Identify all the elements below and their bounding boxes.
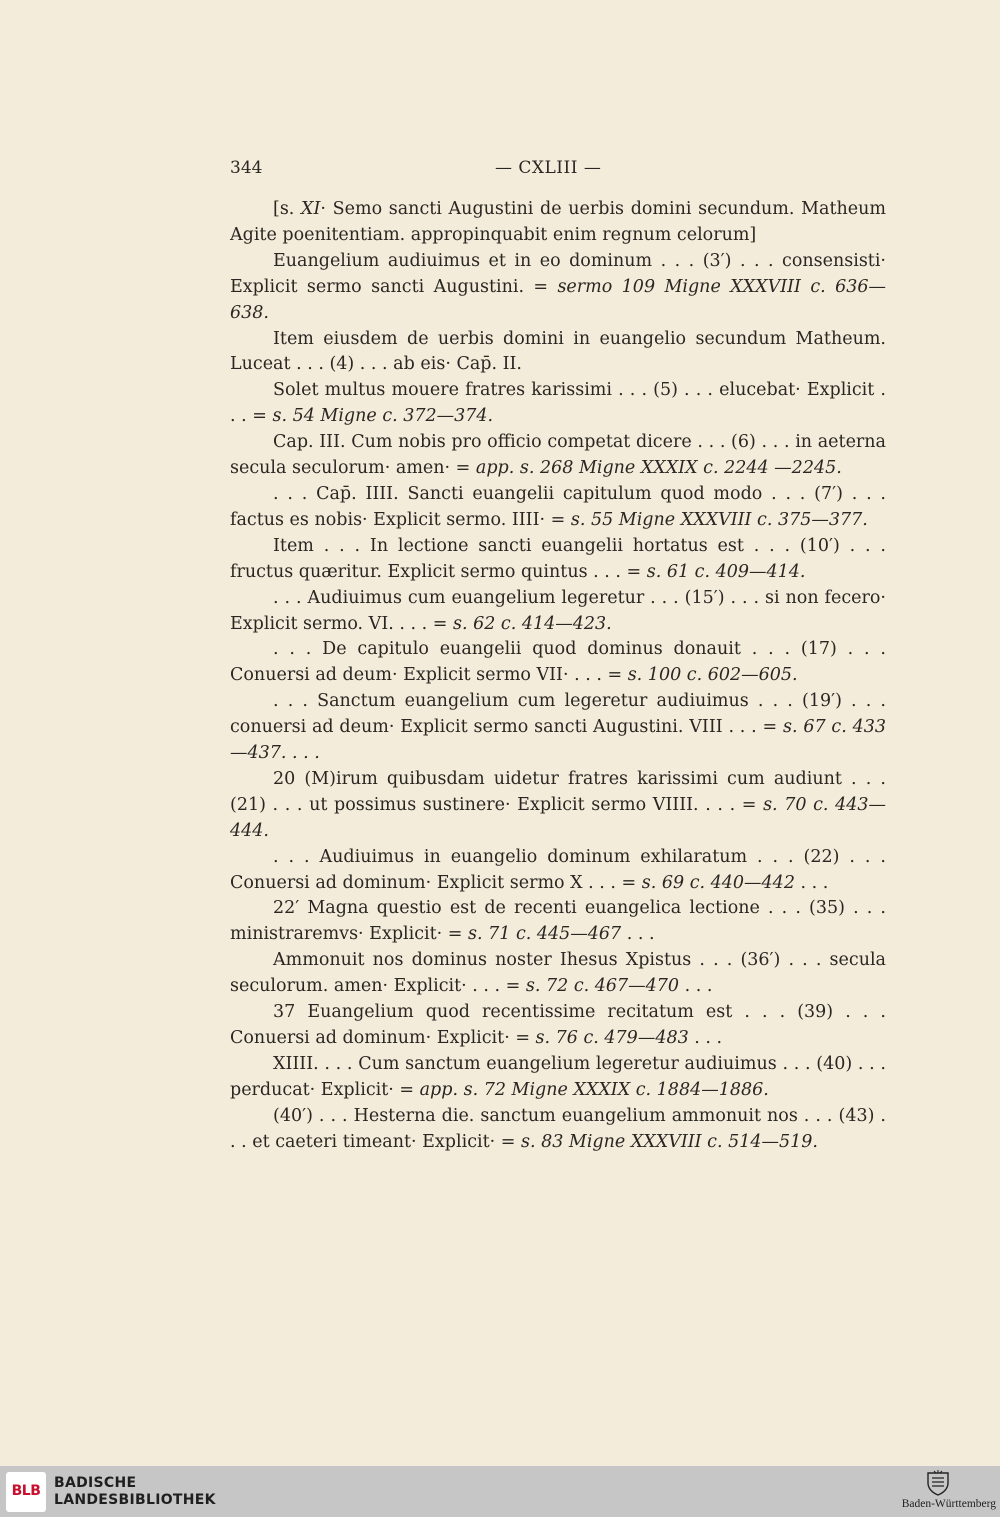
paragraph [230,430,886,482]
paragraph [230,637,886,689]
paragraph [230,378,886,430]
citation-text: sermo 109 Migne XXXVIII c. 636—638. [230,276,886,323]
paragraph-text: . . . De capitulo euangelii quod dominus donauit . . . (17) . . . Conuersi ad deum· Explicit sermo VII· . . . = [230,639,886,686]
paragraph [230,1000,886,1052]
paragraph-text: · Semo sancti Augustini de uerbis domini secundum. Matheum Agite poenitentiam. appropinquabit enim regnum celorum] [230,199,886,245]
paragraph [230,1052,886,1104]
paragraph-text: . . . Cap̄. IIII. Sancti euangelii capitulum quod modo . . . (7′) . . . factus es nobis· Explicit sermo. IIII· = [230,483,886,530]
citation-text: s. 83 Migne XXXVIII c. 514—519. [520,1131,818,1152]
paragraph-text: 37 Euangelium quod recentissime recitatum est . . . (39) . . . Conuersi ad dominum· Explicit· = [230,1002,886,1048]
paragraph-text: XIIII. . . . Cum sanctum euangelium legeretur audiuimus . . . (40) . . . perducat· Explicit· = [230,1053,886,1100]
citation-text: s. 61 c. 409—414. [646,561,806,582]
paragraph-text: . . . [679,976,713,997]
paragraph-text: Cap. III. Cum nobis pro officio competat dicere . . . (6) . . . in aeterna secula seculorum· amen· = [230,432,886,479]
citation-text: s. 72 c. 467—470 [525,976,680,997]
page-header [230,158,886,182]
paragraph [230,767,886,845]
paragraph-text: Ammonuit nos dominus noster Ihesus Χpistus . . . (36′) . . . secula seculorum. amen· Explicit· . . . = [230,950,886,997]
paragraph [230,586,886,638]
library-name [54,1475,216,1509]
coat-of-arms-icon [926,1470,950,1496]
blb-logo-text: BLB [11,1483,41,1499]
paragraph [230,327,886,379]
paragraph-text: Item . . . In lectione sancti euangelii hortatus est . . . (10′) . . . fructus quæritur. Explicit sermo quintus . . . = [230,535,886,582]
paragraph [230,1104,886,1156]
paragraph [230,197,886,249]
citation-text: s. 62 c. 414—423. [452,613,612,634]
paragraph [230,249,886,327]
citation-text: s. 69 c. 440—442 [641,872,795,893]
citation-text: XI [301,199,321,219]
paragraph [230,689,886,767]
citation-text: s. 76 c. 479—483 [535,1028,689,1048]
library-name-line1: BADISCHE [54,1475,137,1491]
paragraph [230,534,886,586]
paragraph-text: (40′) . . . Hesterna die. sanctum euangelium ammonuit nos . . . (43) . . . et caeteri timeant· Explicit· = [230,1105,886,1152]
body-text [230,197,886,1156]
citation-text: s. 70 c. 443—444. [230,794,887,841]
paragraph-text: Item eiusdem de uerbis domini in euangelio secundum Matheum. Luceat . . . (4) . . . ab eis· Cap̄. II. [230,328,886,375]
paragraph-text: . . . [621,924,655,945]
paragraph-text: [s. [273,199,302,219]
paragraph-text: 22′ Magna questio est de recenti euangelica lectione . . . (35) . . . ministraremvs· Explicit· = [230,898,886,945]
paragraph [230,948,886,1000]
citation-text: s. 67 c. 433—437. . . . [230,717,887,764]
paragraph [230,896,886,948]
citation-text: s. 55 Migne XXXVIII c. 375—377. [570,509,868,530]
paragraph-text: . . . [688,1028,723,1048]
paragraph-text: Euangelium audiuimus et in eo dominum . . . (3′) . . . consensisti· Explicit sermo sancti Augustini. = [230,250,886,297]
citation-text: s. 100 c. 602—605. [627,665,798,686]
running-title: — CXLIII — [495,158,602,178]
citation-text: app. s. 268 Migne XXXIX c. 2244 —2245. [475,458,842,479]
page-number: 344 [230,158,263,178]
paragraph [230,482,886,534]
paragraph-text: Solet multus mouere fratres karissimi . . . (5) . . . elucebat· Explicit . . . = [230,380,886,427]
footer-bar [0,1466,1000,1517]
blb-logo[interactable] [6,1472,46,1512]
citation-text: s. 54 Migne c. 372—374. [272,406,494,427]
paragraph-text: . . . Sanctum euangelium cum legeretur audiuimus . . . (19′) . . . conuersi ad deum· Explicit sermo sancti Augustini. VIII . . . = [230,691,886,738]
paragraph-text: . . . [794,872,829,893]
state-name: Baden-Württemberg [901,1498,996,1510]
paragraph-text: 20 (M)irum quibusdam uidetur fratres karissimi cum audiunt . . . (21) . . . ut possimus sustinere· Explicit sermo VIIII. . . . = [230,768,886,815]
citation-text: app. s. 72 Migne XXXIX c. 1884—1886. [419,1079,769,1100]
library-name-line2: LANDESBIBLIOTHEK [54,1492,216,1508]
paragraph [230,845,886,897]
paragraph-text: . . . Audiuimus in euangelio dominum exhilaratum . . . (22) . . . Conuersi ad dominum· Explicit sermo X . . . = [230,846,886,893]
citation-text: s. 71 c. 445—467 [468,924,622,945]
paragraph-text: . . . Audiuimus cum euangelium legeretur . . . (15′) . . . si non fecero· Explicit sermo. VI. . . . = [230,587,886,634]
